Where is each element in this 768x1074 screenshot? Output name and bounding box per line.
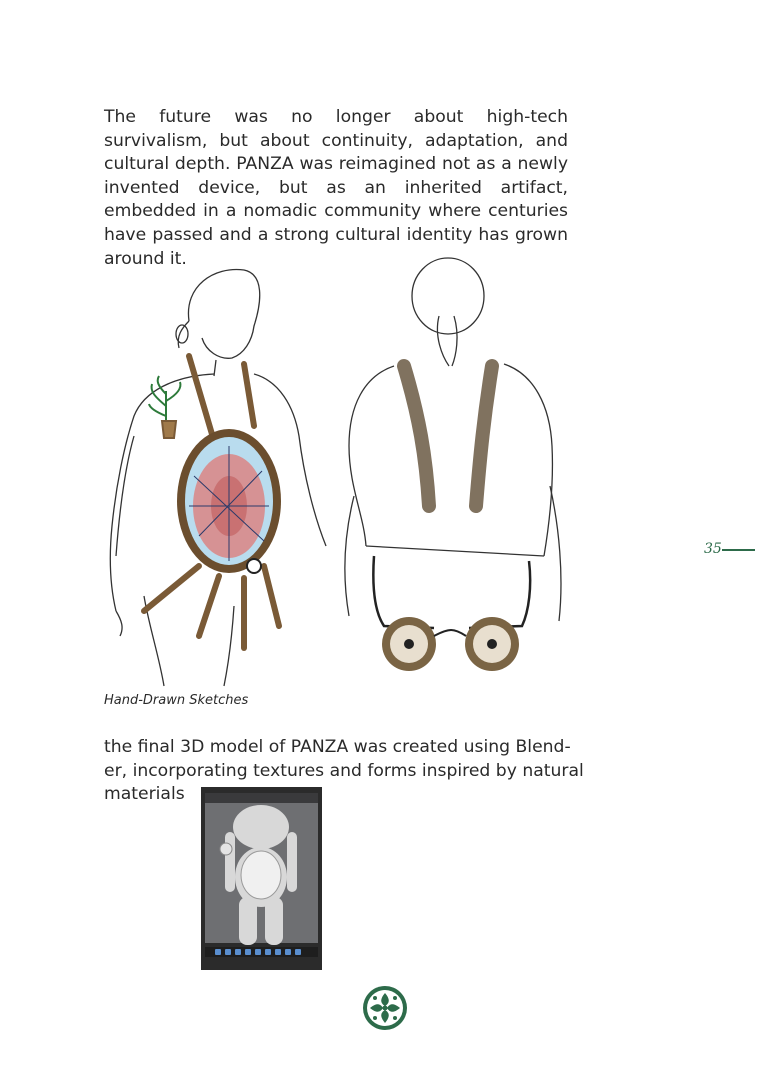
intro-line: cultural identity has grown around it. bbox=[104, 224, 569, 269]
front-pack-shell bbox=[177, 429, 281, 573]
figure-caption: Hand-Drawn Sketches bbox=[104, 693, 249, 708]
final-line: er, incorporating textures and forms inspired by natural bbox=[104, 760, 584, 781]
intro-line: but about continuity, adaptation, and cultural depth. bbox=[104, 130, 568, 175]
intro-line: community where centuries have passed and a strong bbox=[104, 201, 569, 245]
intro-line: but as an inherited artifact, embedded in a nomadic bbox=[104, 177, 569, 222]
hand-drawn-sketches bbox=[104, 256, 574, 688]
intro-paragraph bbox=[104, 106, 568, 271]
final-model-paragraph bbox=[104, 736, 584, 807]
final-line: materials bbox=[104, 784, 185, 805]
blender-model-photo bbox=[201, 787, 322, 970]
page-number: 35 bbox=[704, 541, 722, 557]
back-pack-frame bbox=[373, 556, 530, 628]
final-line: the final 3D model of PANZA was created using Blend- bbox=[104, 737, 571, 757]
page-number-rule bbox=[722, 549, 755, 551]
back-pack-straps bbox=[404, 366, 492, 506]
back-pack-wheels bbox=[382, 617, 519, 671]
ornament-emblem-icon bbox=[362, 985, 408, 1031]
intro-line: PANZA was reimagined not as a newly invented device, bbox=[104, 154, 569, 198]
intro-line: The future was no longer about high-tech survivalism, bbox=[104, 107, 568, 151]
